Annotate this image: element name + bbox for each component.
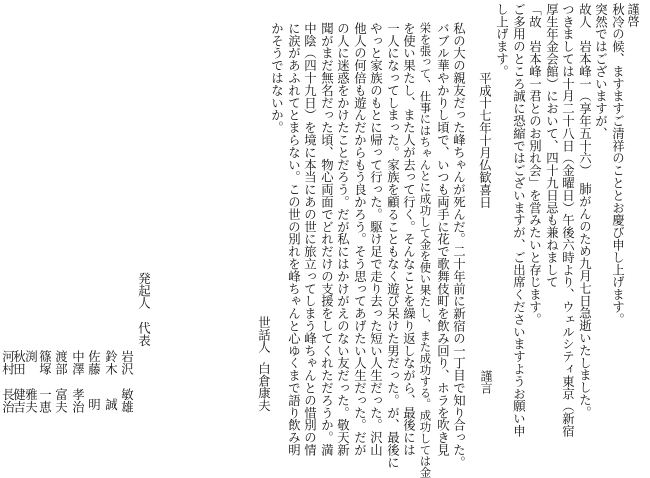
organizer-name: 白倉康夫 — [256, 362, 272, 412]
promoter-surname: 岩沢 — [119, 350, 135, 375]
organizer-label: 世話人 — [256, 316, 272, 354]
promoter-given-name: 健吉 — [11, 388, 27, 413]
notice-closing: 謹言 — [479, 370, 493, 394]
promoter-given-name: 孝治 — [70, 388, 86, 413]
notice-line-2: 突然ではございますが、 — [593, 3, 609, 140]
promoter-surname: 河村 — [0, 350, 16, 375]
promoters-label: 発起人 代表 — [136, 272, 152, 347]
promoter-surname: 鈴木 — [103, 350, 119, 375]
message-line-1: 私の大の親友だった峰ちゃんが死んだ。二十年前に新宿の一丁目で知り合った。 — [451, 22, 467, 469]
message-line-10: 中陰（四十九日）を境に本当にあの世に旅立ってしまう峰ちゃんとの惜別の情 — [302, 22, 318, 456]
message-line-2: バブル華やかりし頃で、いつも両手に花で歌舞伎町を飲み回り、ホラを吹き見 — [435, 22, 451, 456]
promoter-given-name: 長治 — [0, 388, 16, 413]
date-line: 平成十七年十月仏歓喜日 — [477, 72, 493, 209]
notice-line-1: 秋冷の候、ますますご清祥のこととお慶び申し上げます。 — [610, 3, 626, 326]
promoter-given-name: 富夫 — [53, 388, 69, 413]
message-line-12: かそうではないか。 — [269, 22, 285, 134]
promoter-given-name: 雅夫 — [23, 388, 39, 413]
promoter-surname: 秋田 — [11, 350, 27, 375]
notice-line-7: ご多用のところ誠に恐縮ではございますが、ご出席くださいますようお願い申 — [511, 3, 527, 437]
promoter-surname: 篠塚 — [37, 350, 53, 375]
message-line-5: 一人になってしまった。家族を顧ることもなく遊び呆けた男だった。が、最後に — [385, 22, 401, 469]
message-line-7: 他人の何倍も遊んだからもう良かろう。そう思ってあげたい人生だった。だが — [352, 22, 368, 456]
message-line-11: に涙があふれてとまらない。この世の別れを峰ちゃんと心ゆくまで語り飲み明 — [286, 22, 302, 456]
notice-line-8: し上げます。 — [494, 3, 510, 78]
promoter-surname: 渕 — [23, 350, 39, 363]
promoter-surname: 渡部 — [53, 350, 69, 375]
notice-line-3: 故人 岩本峰一（享年五十六） 肺がんのため九月七日急逝いたしました。 — [577, 3, 593, 419]
message-line-6: やっと家族のもとに帰って行った。駆け足で走り去った短い人生だった。沢山 — [368, 22, 384, 456]
greeting: 謹啓 — [626, 3, 640, 27]
promoter-surname: 佐藤 — [86, 350, 102, 375]
message-line-9: 聞がまだ無名だった頃、物心両面でどれだけの支援をしてくれただろうか。満 — [319, 22, 335, 456]
promoter-given-name: 敏雄 — [119, 388, 135, 413]
promoter-given-name: 一恵 — [37, 388, 53, 413]
notice-line-4: つきましては十月二十八日（金曜日）午後六時より、ウェルシティ東京（新宿 — [560, 3, 576, 437]
message-line-8: の人に迷惑をかけたことだろう。だが私にはかけがえのない友だった。敬天新 — [335, 22, 351, 456]
promoter-surname: 中澤 — [70, 350, 86, 375]
message-line-4: を使い果たし、また人が去って行く。そんなことを繰り返しながら、最後には — [401, 22, 417, 456]
promoter-given-name: 明 — [86, 398, 102, 411]
promoter-given-name: 誠 — [103, 398, 119, 411]
notice-line-6: 「故 岩本峰一君とのお別れ会」を営みたいと存じます。 — [527, 3, 543, 326]
notice-line-5: 厚生年金会館）において、四十九日忌も兼ねまして — [544, 3, 560, 289]
message-line-3: 栄を張って、仕事にはちゃんとに成功して金を使い果たし、また成功する。成功しては金 — [418, 22, 433, 478]
